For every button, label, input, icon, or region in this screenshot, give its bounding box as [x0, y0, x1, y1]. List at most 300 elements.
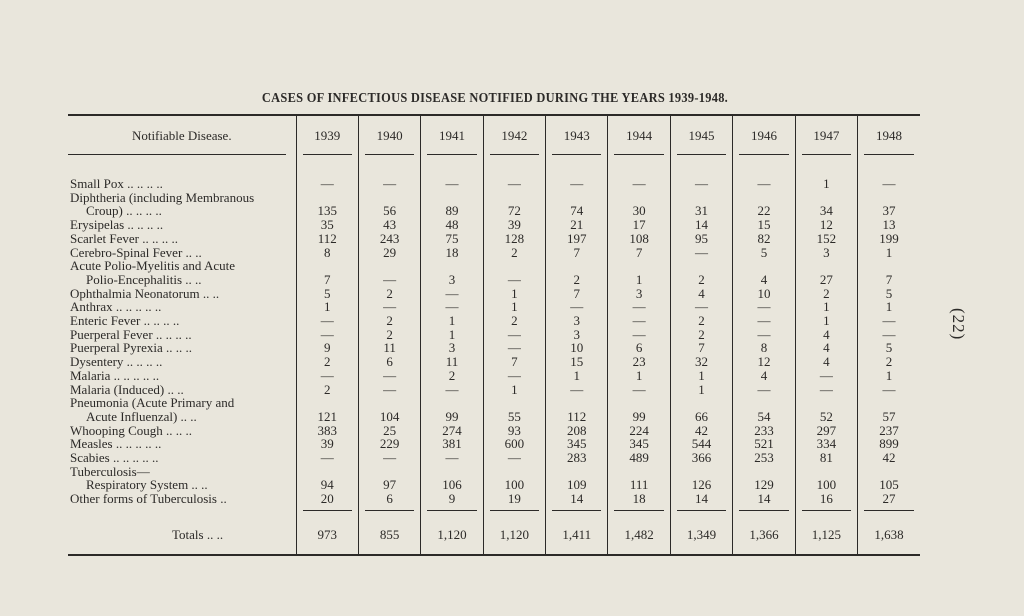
case-count-cell: 4 [795, 355, 857, 369]
case-count-cell: — [670, 246, 732, 260]
case-count-cell: 2 [795, 287, 857, 301]
disease-name-cell [68, 396, 296, 423]
table-row [68, 218, 920, 232]
separator-cell [670, 506, 732, 516]
separator-cell [296, 506, 358, 516]
case-count-cell: 42 [858, 451, 920, 465]
separator-cell [68, 506, 296, 516]
case-count-cell: 899 [858, 437, 920, 451]
separator-cell [546, 506, 608, 516]
case-count-cell: 1 [858, 300, 920, 314]
case-count-cell: 52 [795, 396, 857, 423]
case-count-cell: 27 [795, 259, 857, 286]
column-header-year: 1941 [421, 115, 483, 156]
table-row [68, 492, 920, 506]
case-count-cell: 297 [795, 424, 857, 438]
disease-name-cell [68, 355, 296, 369]
case-count-cell: 17 [608, 218, 670, 232]
disease-name: Small Pox .. .. .. .. [70, 176, 163, 191]
disease-name: Erysipelas .. .. .. .. [70, 217, 164, 233]
case-count-cell: 13 [858, 218, 920, 232]
table-row [68, 437, 920, 451]
case-count-cell: 1 [608, 259, 670, 286]
disease-name-cell [68, 218, 296, 232]
case-count-cell: 121 [296, 396, 358, 423]
case-count-cell: 2 [546, 259, 608, 286]
case-count-cell: — [358, 383, 420, 397]
case-count-cell: 7 [296, 259, 358, 286]
spacer-row [68, 156, 920, 177]
separator-cell [358, 506, 420, 516]
total-value-cell: 973 [296, 516, 358, 555]
case-count-cell: 14 [670, 492, 732, 506]
column-header-year: 1939 [296, 115, 358, 156]
case-count-cell: 81 [795, 451, 857, 465]
case-count-cell: 1 [795, 300, 857, 314]
case-count-cell: 97 [358, 465, 420, 492]
disease-name-cell [68, 369, 296, 383]
separator-cell [795, 506, 857, 516]
case-count-cell: — [670, 300, 732, 314]
case-count-cell: 112 [296, 232, 358, 246]
case-count-cell: 18 [421, 246, 483, 260]
case-count-cell: 56 [358, 191, 420, 218]
case-count-cell: — [296, 369, 358, 383]
case-count-cell: 29 [358, 246, 420, 260]
disease-name: Ophthalmia Neonatorum .. .. [70, 285, 220, 301]
case-count-cell: 23 [608, 355, 670, 369]
case-count-cell: 2 [670, 259, 732, 286]
case-count-cell: 1 [858, 246, 920, 260]
column-header-year: 1944 [608, 115, 670, 156]
case-count-cell: 1 [795, 177, 857, 191]
case-count-cell: — [858, 328, 920, 342]
case-count-cell: — [358, 369, 420, 383]
case-count-cell: — [546, 177, 608, 191]
case-count-cell: 2 [858, 355, 920, 369]
case-count-cell: 3 [795, 246, 857, 260]
case-count-cell: 66 [670, 396, 732, 423]
table-row [68, 341, 920, 355]
case-count-cell: 5 [858, 287, 920, 301]
table-row [68, 191, 920, 218]
case-count-cell: 19 [483, 492, 545, 506]
case-count-cell: 3 [421, 259, 483, 286]
case-count-cell: 48 [421, 218, 483, 232]
case-count-cell: 129 [733, 465, 795, 492]
case-count-cell: 1 [670, 369, 732, 383]
case-count-cell: 104 [358, 396, 420, 423]
case-count-cell: — [296, 451, 358, 465]
table-row [68, 314, 920, 328]
case-count-cell: — [608, 383, 670, 397]
case-count-cell: — [421, 300, 483, 314]
case-count-cell: 14 [670, 218, 732, 232]
column-header-disease: Notifiable Disease. [68, 115, 296, 156]
case-count-cell: 21 [546, 218, 608, 232]
case-count-cell: 16 [795, 492, 857, 506]
case-count-cell: — [483, 341, 545, 355]
case-count-cell: 106 [421, 465, 483, 492]
case-count-cell: 9 [296, 341, 358, 355]
disease-name-cell [68, 437, 296, 451]
table-row [68, 383, 920, 397]
case-count-cell: 9 [421, 492, 483, 506]
disease-name: Cerebro-Spinal Fever .. .. [70, 244, 202, 260]
case-count-cell: 99 [608, 396, 670, 423]
case-count-cell: 4 [795, 328, 857, 342]
case-count-cell: 8 [296, 246, 358, 260]
case-count-cell: 7 [858, 259, 920, 286]
case-count-cell: 1 [483, 383, 545, 397]
case-count-cell: — [358, 177, 420, 191]
case-count-cell: — [733, 300, 795, 314]
case-count-cell: 544 [670, 437, 732, 451]
disease-name: Other forms of Tuberculosis .. [70, 491, 227, 507]
column-header-year: 1942 [483, 115, 545, 156]
case-count-cell: 25 [358, 424, 420, 438]
case-count-cell: 199 [858, 232, 920, 246]
disease-name-cell [68, 232, 296, 246]
case-count-cell: 18 [608, 492, 670, 506]
case-count-cell: 2 [296, 355, 358, 369]
separator-cell [483, 506, 545, 516]
total-value-cell: 1,120 [421, 516, 483, 555]
case-count-cell: 1 [296, 300, 358, 314]
case-count-cell: 30 [608, 191, 670, 218]
case-count-cell: 5 [296, 287, 358, 301]
case-count-cell: 489 [608, 451, 670, 465]
case-count-cell: — [421, 177, 483, 191]
case-count-cell: 100 [483, 465, 545, 492]
case-count-cell: 383 [296, 424, 358, 438]
table-row [68, 328, 920, 342]
table-row [68, 287, 920, 301]
case-count-cell: 2 [358, 314, 420, 328]
case-count-cell: 3 [546, 314, 608, 328]
case-count-cell: 35 [296, 218, 358, 232]
separator-cell [733, 506, 795, 516]
case-count-cell: — [483, 177, 545, 191]
table-row [68, 465, 920, 492]
disease-name: Dysentery .. .. .. .. [70, 354, 163, 370]
case-count-cell: 12 [795, 218, 857, 232]
case-count-cell: — [670, 177, 732, 191]
case-count-cell: 4 [795, 341, 857, 355]
separator-cell [421, 506, 483, 516]
case-count-cell: 12 [733, 355, 795, 369]
column-header-year: 1945 [670, 115, 732, 156]
disease-name: Pneumonia (Acute Primary and [70, 395, 235, 411]
case-count-cell: — [733, 328, 795, 342]
case-count-cell: 10 [546, 341, 608, 355]
case-count-cell: 11 [358, 341, 420, 355]
column-header-year: 1940 [358, 115, 420, 156]
case-count-cell: 20 [296, 492, 358, 506]
case-count-cell: 11 [421, 355, 483, 369]
case-count-cell: 3 [546, 328, 608, 342]
case-count-cell: 2 [670, 314, 732, 328]
case-count-cell: 95 [670, 232, 732, 246]
table-row [68, 246, 920, 260]
total-value-cell: 1,349 [670, 516, 732, 555]
case-count-cell: 93 [483, 424, 545, 438]
case-count-cell: — [483, 328, 545, 342]
case-count-cell: 1 [608, 369, 670, 383]
case-count-cell: 15 [546, 355, 608, 369]
case-count-cell: 43 [358, 218, 420, 232]
header-row [68, 115, 920, 156]
case-count-cell: 1 [421, 328, 483, 342]
case-count-cell: 74 [546, 191, 608, 218]
case-count-cell: — [296, 314, 358, 328]
case-count-cell: 14 [733, 492, 795, 506]
case-count-cell: — [795, 383, 857, 397]
case-count-cell: 600 [483, 437, 545, 451]
case-count-cell: 109 [546, 465, 608, 492]
case-count-cell: 39 [483, 218, 545, 232]
table-row [68, 424, 920, 438]
case-count-cell: 2 [670, 328, 732, 342]
table-row [68, 396, 920, 423]
case-count-cell: — [546, 300, 608, 314]
table-title: CASES OF INFECTIOUS DISEASE NOTIFIED DURING THE YEARS 1939-1948. [261, 90, 729, 105]
disease-name: Malaria (Induced) .. .. [70, 381, 184, 397]
case-count-cell: 128 [483, 232, 545, 246]
case-count-cell: 283 [546, 451, 608, 465]
case-count-cell: 243 [358, 232, 420, 246]
disease-name: Enteric Fever .. .. .. .. [70, 313, 180, 329]
column-header-year: 1947 [795, 115, 857, 156]
case-count-cell: 2 [483, 314, 545, 328]
disease-name: Malaria .. .. .. .. .. [70, 367, 160, 383]
case-count-cell: 521 [733, 437, 795, 451]
case-count-cell: 112 [546, 396, 608, 423]
case-count-cell: — [483, 451, 545, 465]
case-count-cell: 2 [421, 369, 483, 383]
case-count-cell: 7 [546, 246, 608, 260]
case-count-cell: 82 [733, 232, 795, 246]
disease-name-cell [68, 465, 296, 492]
case-count-cell: 253 [733, 451, 795, 465]
case-count-cell: 1 [483, 287, 545, 301]
case-count-cell: 42 [670, 424, 732, 438]
separator-cell [858, 506, 920, 516]
table-row [68, 259, 920, 286]
case-count-cell: 135 [296, 191, 358, 218]
case-count-cell: 34 [795, 191, 857, 218]
table-row [68, 369, 920, 383]
case-count-cell: 7 [546, 287, 608, 301]
case-count-cell: 366 [670, 451, 732, 465]
disease-name-cell [68, 177, 296, 191]
case-count-cell: 7 [608, 246, 670, 260]
table-row [68, 177, 920, 191]
table-row [68, 355, 920, 369]
case-count-cell: — [483, 369, 545, 383]
case-count-cell: — [296, 328, 358, 342]
case-count-cell: 6 [358, 492, 420, 506]
case-count-cell: 152 [795, 232, 857, 246]
total-value-cell: 1,638 [858, 516, 920, 555]
case-count-cell: — [358, 300, 420, 314]
case-count-cell: 108 [608, 232, 670, 246]
case-count-cell: — [421, 451, 483, 465]
case-count-cell: 4 [733, 259, 795, 286]
disease-name: Puerperal Pyrexia .. .. .. [70, 340, 193, 356]
disease-name: Anthrax .. .. .. .. .. [70, 299, 162, 315]
disease-name: Puerperal Fever .. .. .. .. [70, 326, 192, 342]
case-count-cell: 233 [733, 424, 795, 438]
infectious-disease-table [68, 114, 920, 556]
case-count-cell: 22 [733, 191, 795, 218]
disease-name-cell [68, 341, 296, 355]
separator-cell [608, 506, 670, 516]
disease-name-cell [68, 314, 296, 328]
total-value-cell: 1,366 [733, 516, 795, 555]
case-count-cell: 1 [421, 314, 483, 328]
total-value-cell: 1,125 [795, 516, 857, 555]
case-count-cell: — [733, 383, 795, 397]
case-count-cell: — [733, 314, 795, 328]
case-count-cell: 229 [358, 437, 420, 451]
case-count-cell: 32 [670, 355, 732, 369]
case-count-cell: — [795, 369, 857, 383]
case-count-cell: 37 [858, 191, 920, 218]
case-count-cell: — [608, 300, 670, 314]
case-count-cell: — [483, 259, 545, 286]
case-count-cell: — [296, 177, 358, 191]
case-count-cell: 10 [733, 287, 795, 301]
case-count-cell: 1 [670, 383, 732, 397]
disease-name-cell [68, 287, 296, 301]
case-count-cell: 7 [483, 355, 545, 369]
case-count-cell: — [421, 287, 483, 301]
case-count-cell: 8 [733, 341, 795, 355]
disease-name: Respiratory System .. .. [86, 477, 208, 493]
disease-name: Tuberculosis— [70, 463, 150, 479]
case-count-cell: 99 [421, 396, 483, 423]
case-count-cell: 224 [608, 424, 670, 438]
case-count-cell: 1 [795, 314, 857, 328]
disease-name: Polio-Encephalitis .. .. [86, 271, 202, 287]
case-count-cell: 197 [546, 232, 608, 246]
case-count-cell: — [858, 383, 920, 397]
case-count-cell: 6 [608, 341, 670, 355]
case-count-cell: 75 [421, 232, 483, 246]
table-row [68, 451, 920, 465]
totals-row [68, 516, 920, 555]
case-count-cell: 3 [421, 341, 483, 355]
case-count-cell: 55 [483, 396, 545, 423]
case-count-cell: 5 [733, 246, 795, 260]
disease-name: Scabies .. .. .. .. .. [70, 450, 159, 466]
disease-name-cell [68, 246, 296, 260]
column-header-year: 1946 [733, 115, 795, 156]
case-count-cell: — [546, 383, 608, 397]
total-value-cell: 855 [358, 516, 420, 555]
case-count-cell: 105 [858, 465, 920, 492]
disease-name: Measles .. .. .. .. .. [70, 436, 162, 452]
disease-name-cell [68, 451, 296, 465]
disease-name: Whooping Cough .. .. .. [70, 422, 193, 438]
case-count-cell: — [358, 451, 420, 465]
case-count-cell: 2 [358, 328, 420, 342]
case-count-cell: 31 [670, 191, 732, 218]
case-count-cell: 274 [421, 424, 483, 438]
table-row [68, 232, 920, 246]
case-count-cell: 39 [296, 437, 358, 451]
case-count-cell: 6 [358, 355, 420, 369]
case-count-cell: 345 [546, 437, 608, 451]
case-count-cell: 89 [421, 191, 483, 218]
case-count-cell: 208 [546, 424, 608, 438]
case-count-cell: 7 [670, 341, 732, 355]
case-count-cell: — [733, 177, 795, 191]
case-count-cell: 2 [296, 383, 358, 397]
case-count-cell: 54 [733, 396, 795, 423]
case-count-cell: 1 [483, 300, 545, 314]
case-count-cell: 334 [795, 437, 857, 451]
case-count-cell: 345 [608, 437, 670, 451]
case-count-cell: — [358, 259, 420, 286]
column-header-year: 1948 [858, 115, 920, 156]
totals-label: Totals .. .. [172, 527, 224, 543]
case-count-cell: 3 [608, 287, 670, 301]
disease-name-cell [68, 328, 296, 342]
disease-name-cell [68, 300, 296, 314]
case-count-cell: 72 [483, 191, 545, 218]
case-count-cell: 126 [670, 465, 732, 492]
case-count-cell: 1 [546, 369, 608, 383]
case-count-cell: 4 [733, 369, 795, 383]
case-count-cell: — [858, 314, 920, 328]
column-header-year: 1943 [546, 115, 608, 156]
total-value-cell: 1,120 [483, 516, 545, 555]
case-count-cell: 111 [608, 465, 670, 492]
case-count-cell: 381 [421, 437, 483, 451]
total-value-cell: 1,411 [546, 516, 608, 555]
case-count-cell: — [421, 383, 483, 397]
disease-name-cell [68, 259, 296, 286]
case-count-cell: 57 [858, 396, 920, 423]
case-count-cell: — [608, 328, 670, 342]
case-count-cell: 100 [795, 465, 857, 492]
case-count-cell: 237 [858, 424, 920, 438]
page-number: (22) [949, 308, 968, 341]
disease-name: Acute Polio-Myelitis and Acute [70, 258, 236, 274]
disease-name-cell [68, 424, 296, 438]
disease-name-cell [68, 492, 296, 506]
disease-name: Acute Influenzal) .. .. [86, 408, 197, 424]
case-count-cell: 5 [858, 341, 920, 355]
totals-separator [68, 506, 920, 516]
disease-name-cell [68, 383, 296, 397]
disease-name: Scarlet Fever .. .. .. .. [70, 230, 178, 246]
case-count-cell: — [608, 177, 670, 191]
case-count-cell: 15 [733, 218, 795, 232]
disease-name: Croup) .. .. .. .. [86, 203, 162, 219]
total-value-cell: 1,482 [608, 516, 670, 555]
disease-name-cell [68, 191, 296, 218]
disease-name: Diphtheria (including Membranous [70, 189, 255, 205]
case-count-cell: — [858, 177, 920, 191]
case-count-cell: 27 [858, 492, 920, 506]
table-row [68, 300, 920, 314]
case-count-cell: 1 [858, 369, 920, 383]
case-count-cell: 2 [358, 287, 420, 301]
table-body [68, 156, 920, 555]
